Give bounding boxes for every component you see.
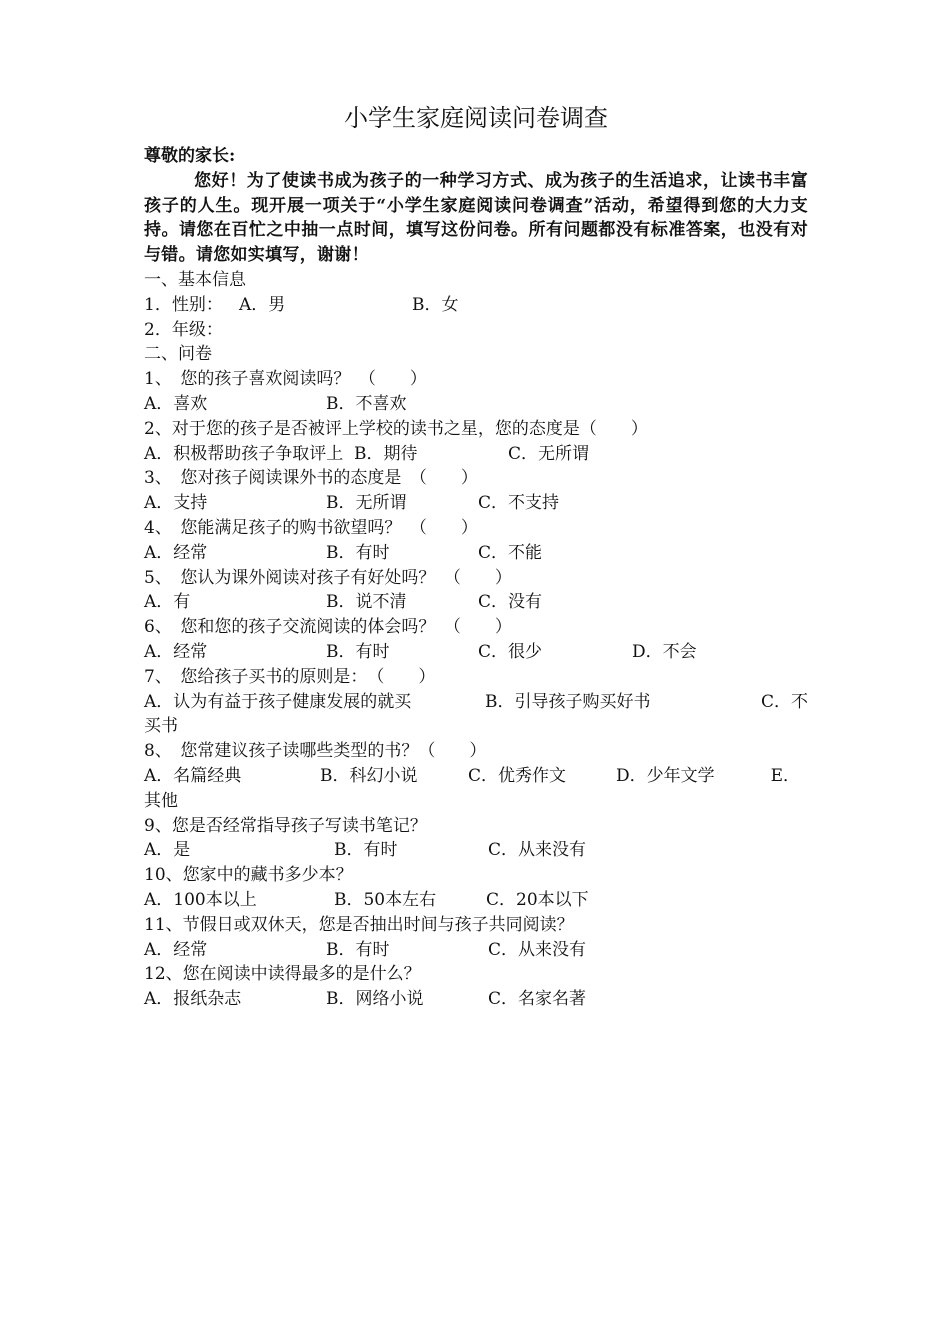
q1-option-b: B．不喜欢 <box>326 393 407 414</box>
q6-option-d: D．不会 <box>632 641 697 662</box>
q11-option-b: B．有时 <box>326 939 390 960</box>
questionnaire-page <box>144 100 808 1012</box>
q11-option-a: A．经常 <box>144 939 208 960</box>
intro-paragraph: 您好！为了使读书成为孩子的一种学习方式、成为孩子的生活追求，让读书丰富孩子的人生。现开展一项关于“小学生家庭阅读问卷调查”活动，希望得到您的大力支持。请您在百忙之中抽一点时间，填写这份问卷。所有问题都没有标准答案，也没有对与错。请您如实填写，谢谢！ <box>144 170 808 266</box>
question-3: 3、 您对孩子阅读课外书的态度是 （ ） <box>144 468 478 489</box>
q12-option-b: B．网络小说 <box>326 989 424 1010</box>
question-5-options <box>144 590 808 615</box>
question-3-options <box>144 491 808 516</box>
question-12: 12、您在阅读中读得最多的是什么？ <box>144 964 421 985</box>
question-8-options-continued: 其他 <box>144 790 178 811</box>
q4-option-a: A．经常 <box>144 542 208 563</box>
gender-label: 1．性别： <box>144 294 223 315</box>
question-4: 4、 您能满足孩子的购书欲望吗？ （ ） <box>144 517 478 538</box>
q9-option-c: C．从来没有 <box>488 840 587 861</box>
q7-option-b: B．引导孩子购买好书 <box>485 691 651 712</box>
q5-option-c: C．没有 <box>478 592 543 613</box>
q11-option-c: C．从来没有 <box>488 939 587 960</box>
q10-option-b: B．50本左右 <box>334 889 437 910</box>
q10-option-c: C．20本以下 <box>486 889 589 910</box>
question-7: 7、 您给孩子买书的原则是： （ ） <box>144 666 436 687</box>
q1-option-a: A．喜欢 <box>144 393 208 414</box>
q2-option-c: C．无所谓 <box>508 443 590 464</box>
q9-option-a: A．是 <box>144 840 191 861</box>
question-8-options <box>144 764 808 789</box>
q7-option-c: C．不 <box>760 691 808 712</box>
q2-option-a: A．积极帮助孩子争取评上 <box>144 443 344 464</box>
q6-option-b: B．有时 <box>326 641 390 662</box>
question-2: 2、对于您的孩子是否被评上学校的读书之星，您的态度是（ ） <box>144 418 648 439</box>
question-11-options <box>144 938 808 963</box>
question-9-options <box>144 838 808 863</box>
section-heading-basic-info: 一、基本信息 <box>144 269 246 290</box>
question-9: 9、您是否经常指导孩子写读书笔记？ <box>144 815 427 836</box>
grade-label: 2．年级： <box>144 319 223 340</box>
q7-option-a: A．认为有益于孩子健康发展的就买 <box>144 691 412 712</box>
greeting: 尊敬的家长: <box>144 146 236 166</box>
question-1-options <box>144 392 808 417</box>
q3-option-a: A．支持 <box>144 493 208 514</box>
q6-option-c: C．很少 <box>478 641 543 662</box>
q6-option-a: A．经常 <box>144 641 208 662</box>
q9-option-b: B．有时 <box>334 840 398 861</box>
question-1: 1、 您的孩子喜欢阅读吗？ （ ） <box>144 369 427 390</box>
question-7-options <box>144 690 808 715</box>
question-10: 10、您家中的藏书多少本？ <box>144 865 353 886</box>
q8-option-d: D．少年文学 <box>616 765 715 786</box>
q8-option-a: A．名篇经典 <box>144 765 242 786</box>
q3-option-c: C．不支持 <box>478 493 560 514</box>
question-6-options <box>144 640 808 665</box>
q8-option-b: B．科幻小说 <box>320 765 418 786</box>
q3-option-b: B．无所谓 <box>326 493 407 514</box>
q4-option-b: B．有时 <box>326 542 390 563</box>
q5-option-b: B．说不清 <box>326 592 407 613</box>
q8-option-e: E． <box>770 765 800 786</box>
question-5: 5、 您认为课外阅读对孩子有好处吗？ （ ） <box>144 567 512 588</box>
q2-option-b: B．期待 <box>354 443 418 464</box>
q10-option-a: A．100本以上 <box>144 889 257 910</box>
gender-option-a: A．男 <box>239 294 286 315</box>
q5-option-a: A．有 <box>144 592 191 613</box>
q12-option-c: C．名家名著 <box>488 989 587 1010</box>
question-10-options <box>144 888 808 913</box>
question-2-options <box>144 442 808 467</box>
page-title: 小学生家庭阅读问卷调查 <box>344 104 608 132</box>
question-8: 8、 您常建议孩子读哪些类型的书？（ ） <box>144 741 487 762</box>
question-11: 11、节假日或双休天，您是否抽出时间与孩子共同阅读？ <box>144 914 574 935</box>
question-7-options-continued: 买书 <box>144 716 178 737</box>
question-4-options <box>144 541 808 566</box>
section-heading-questionnaire: 二、问卷 <box>144 344 212 365</box>
question-6: 6、 您和您的孩子交流阅读的体会吗？ （ ） <box>144 617 512 638</box>
question-12-options <box>144 987 808 1012</box>
gender-option-b: B．女 <box>412 294 459 315</box>
gender-row <box>144 293 808 318</box>
q12-option-a: A．报纸杂志 <box>144 989 242 1010</box>
q4-option-c: C．不能 <box>478 542 543 563</box>
q8-option-c: C．优秀作文 <box>468 765 567 786</box>
